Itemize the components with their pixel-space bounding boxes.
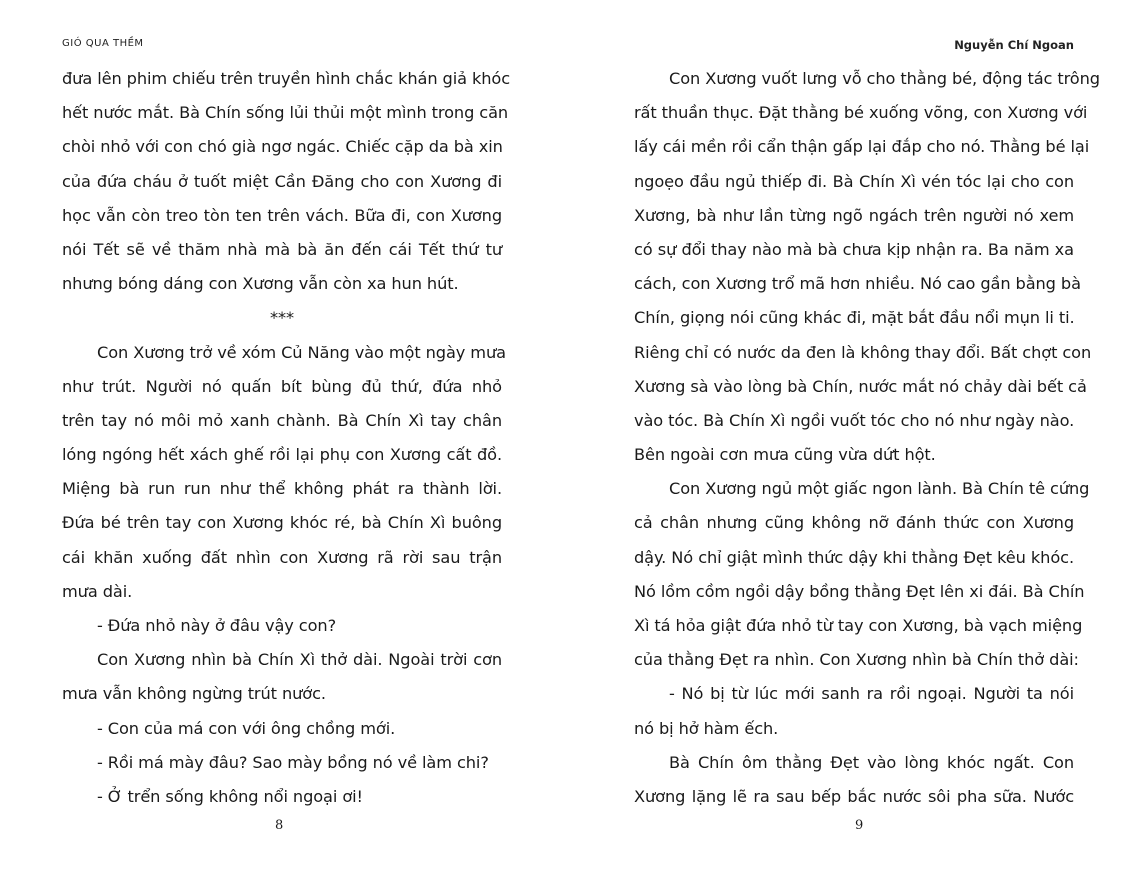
text-line: - Nó bị từ lúc mới sanh ra rồi ngoại. Người ta nói (669, 684, 1074, 704)
text-line: của đứa cháu ở tuốt miệt Cần Đăng cho con Xương đi (62, 171, 502, 191)
text-line: chòi nhỏ với con chó già ngơ ngác. Chiếc cặp da bà xin (62, 137, 503, 157)
text-line: dậy. Nó chỉ giật mình thức dậy khi thằng Đẹt kêu khóc. (634, 547, 1074, 567)
running-head-book-title: GIÓ QUA THỀM (62, 38, 144, 49)
text-line: ngoẹo đầu ngủ thiếp đi. Bà Chín Xì vén tóc lại cho con (634, 171, 1074, 191)
left-page (62, 0, 511, 874)
text-line: cả chân nhưng cũng không nỡ đánh thức con Xương (634, 513, 1074, 533)
text-line: Con Xương vuốt lưng vỗ cho thằng bé, động tác trông (669, 69, 1100, 88)
text-line: Xương sà vào lòng bà Chín, nước mắt nó chảy dài bết cả (634, 376, 1087, 396)
text-line: trên tay nó môi mỏ xanh chành. Bà Chín Xì tay chân (62, 410, 502, 430)
right-page (634, 0, 1100, 874)
text-line: nhưng bóng dáng con Xương vẫn còn xa hun hút. (62, 274, 459, 294)
text-line: hết nước mắt. Bà Chín sống lủi thủi một mình trong căn (62, 103, 509, 123)
text-line: Xương lặng lẽ ra sau bếp bắc nước sôi pha sữa. Nước (634, 786, 1074, 806)
page-number: 9 (855, 818, 864, 833)
text-line: - Ở trển sống không nổi ngoại ơi! (97, 786, 363, 806)
text-line: nói Tết sẽ về thăm nhà mà bà ăn đến cái Tết thứ tư (62, 239, 502, 259)
text-line: Miệng bà run run như thể không phát ra thành lời. (62, 479, 502, 499)
text-line: Đứa bé trên tay con Xương khóc ré, bà Chín Xì buông (62, 513, 502, 533)
text-line: học vẫn còn treo tòn ten trên vách. Bữa đi, con Xương (62, 205, 502, 225)
text-line: - Rồi má mày đâu? Sao mày bồng nó về làm chi? (97, 752, 489, 772)
text-line: Chín, giọng nói cũng khác đi, mặt bắt đầu nổi mụn li ti. (634, 308, 1075, 328)
right-page-body (634, 64, 1100, 816)
text-line: lấy cái mền rồi cẩn thận gấp lại đắp cho nó. Thằng bé lại (634, 137, 1090, 157)
text-line: Nó lồm cồm ngồi dậy bồng thằng Đẹt lên xi đái. Bà Chín (634, 581, 1085, 601)
text-line: Xì tá hỏa giật đứa nhỏ từ tay con Xương, bà vạch miệng (634, 616, 1083, 635)
text-line: vào tóc. Bà Chín Xì ngồi vuốt tóc cho nó như ngày nào. (634, 410, 1075, 430)
page-number: 8 (275, 818, 284, 833)
text-line: như trút. Người nó quấn bít bùng đủ thứ, đứa nhỏ (62, 376, 502, 396)
text-line: Bên ngoài cơn mưa cũng vừa dứt hột. (634, 445, 936, 465)
left-page-body (62, 64, 511, 816)
text-line: Xương, bà như lần từng ngõ ngách trên người nó xem (634, 205, 1074, 225)
text-line: - Đứa nhỏ này ở đâu vậy con? (97, 616, 337, 635)
text-line: Con Xương trở về xóm Củ Năng vào một ngày mưa (97, 342, 506, 362)
text-line: có sự đổi thay nào mà bà chưa kịp nhận ra. Ba năm xa (634, 239, 1074, 259)
text-line: Con Xương ngủ một giấc ngon lành. Bà Chín tê cứng (669, 479, 1090, 499)
text-line: mưa vẫn không ngừng trút nước. (62, 684, 326, 704)
text-line: - Con của má con với ông chồng mới. (97, 718, 396, 738)
text-line: Riêng chỉ có nước da đen là không thay đổi. Bất chợt con (634, 342, 1092, 362)
text-line: mưa dài. (62, 581, 133, 601)
section-break: *** (270, 308, 294, 328)
text-line: lóng ngóng hết xách ghế rồi lại phụ con Xương cất đồ. (62, 445, 502, 465)
text-line: nó bị hở hàm ếch. (634, 718, 779, 738)
text-line: cách, con Xương trổ mã hơn nhiều. Nó cao gần bằng bà (634, 274, 1081, 294)
text-line: cái khăn xuống đất nhìn con Xương rã rời sau trận (62, 547, 502, 567)
text-line: rất thuần thục. Đặt thằng bé xuống võng, con Xương với (634, 103, 1088, 123)
text-line: Con Xương nhìn bà Chín Xì thở dài. Ngoài trời cơn (97, 650, 502, 670)
text-line: đưa lên phim chiếu trên truyền hình chắc khán giả khóc (62, 69, 511, 88)
running-head-author: Nguyễn Chí Ngoan (954, 38, 1074, 52)
text-line: của thằng Đẹt ra nhìn. Con Xương nhìn bà Chín thở dài: (634, 650, 1079, 670)
text-line: Bà Chín ôm thằng Đẹt vào lòng khóc ngất. Con (669, 752, 1074, 772)
